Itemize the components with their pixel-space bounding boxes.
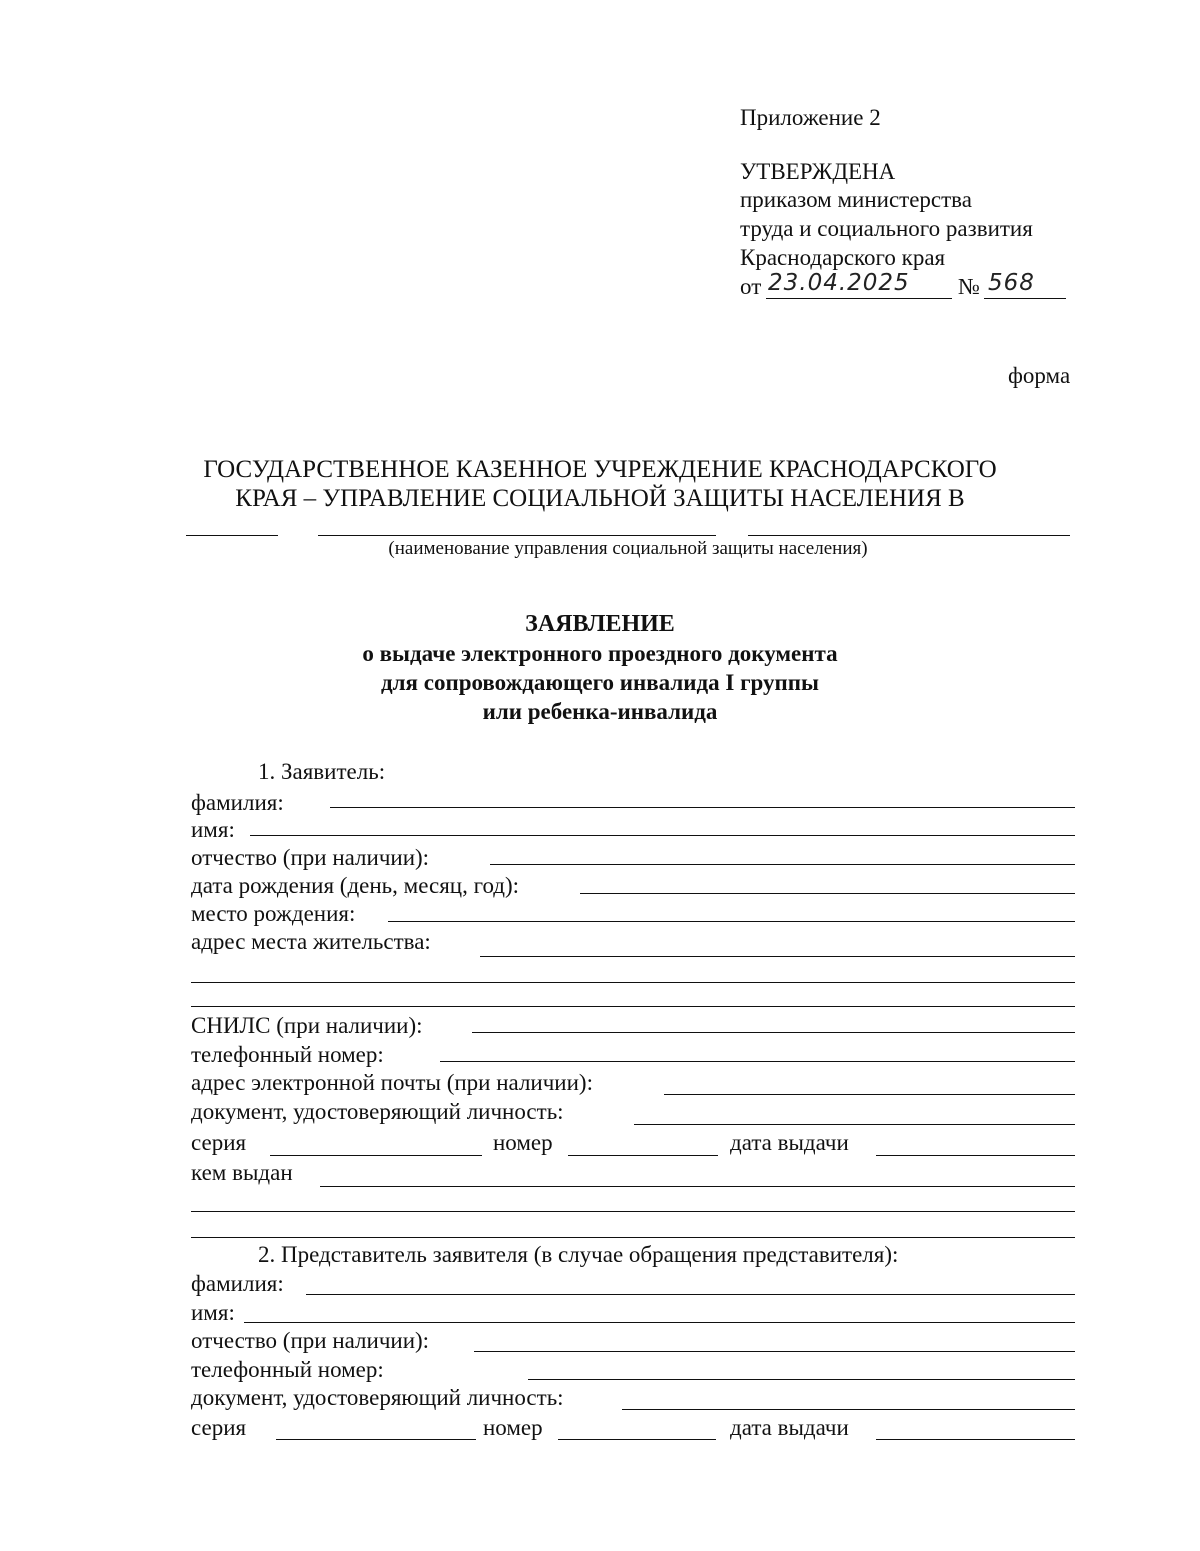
document-subtitle-2: для сопровождающего инвалида I группы [381,670,819,695]
approval-line-1: приказом министерства [740,187,972,212]
representative-name-label: имя: [191,1300,235,1325]
section-1-heading: 1. Заявитель: [258,759,386,784]
applicant-email-field[interactable] [664,1094,1075,1095]
representative-issue-date-field[interactable] [876,1439,1075,1440]
applicant-address-field-line-3[interactable] [191,1006,1075,1007]
applicant-patronymic-label: отчество (при наличии): [191,845,430,870]
representative-series-label: серия [191,1415,247,1440]
date-underline [766,298,952,299]
institution-line-1: ГОСУДАРСТВЕННОЕ КАЗЕННОЕ УЧРЕЖДЕНИЕ КРАСНОДАРСКОГО [203,456,997,483]
applicant-snils-field[interactable] [472,1032,1075,1033]
applicant-birth-place-label: место рождения: [191,901,356,926]
representative-surname-label: фамилия: [191,1271,284,1296]
approval-line-3: Краснодарского края [740,245,946,270]
applicant-patronymic-field[interactable] [490,864,1075,865]
applicant-birth-place-field[interactable] [388,921,1075,922]
date-prefix: от [740,274,762,299]
applicant-email-label: адрес электронной почты (при наличии): [191,1070,593,1095]
applicant-birth-date-field[interactable] [580,893,1075,894]
applicant-address-label: адрес места жительства: [191,929,431,954]
representative-issue-date-label: дата выдачи [730,1415,849,1440]
applicant-birth-date-label: дата рождения (день, месяц, год): [191,873,520,898]
document-subtitle-1: о выдаче электронного проездного документа [362,641,838,666]
applicant-surname-field[interactable] [330,807,1075,808]
representative-series-field[interactable] [276,1439,476,1440]
handwritten-date: 23.04.2025 [768,270,910,296]
applicant-series-field[interactable] [270,1155,482,1156]
applicant-address-field[interactable] [480,956,1075,957]
representative-patronymic-field[interactable] [474,1351,1075,1352]
representative-number-label: номер [483,1415,543,1440]
applicant-id-doc-label: документ, удостоверяющий личность: [191,1099,564,1124]
representative-patronymic-label: отчество (при наличии): [191,1328,430,1353]
institution-blank-2 [318,535,716,536]
applicant-name-field[interactable] [250,835,1075,836]
document-subtitle-3: или ребенка-инвалида [482,699,718,724]
applicant-number-label: номер [493,1130,553,1155]
institution-line-2: КРАЯ – УПРАВЛЕНИЕ СОЦИАЛЬНОЙ ЗАЩИТЫ НАСЕЛЕНИЯ В [235,485,965,512]
applicant-issue-date-label: дата выдачи [730,1130,849,1155]
applicant-issued-by-field[interactable] [320,1186,1075,1187]
appendix-label: Приложение 2 [740,105,881,130]
representative-name-field[interactable] [244,1322,1075,1323]
applicant-surname-label: фамилия: [191,790,284,815]
number-prefix: № [958,274,980,299]
approval-line-2: труда и социального развития [740,216,1033,241]
applicant-issued-by-label: кем выдан [191,1160,293,1185]
representative-id-doc-field[interactable] [622,1409,1075,1410]
applicant-issued-by-field-line-3[interactable] [191,1237,1075,1238]
applicant-snils-label: СНИЛС (при наличии): [191,1013,423,1038]
applicant-address-field-line-2[interactable] [191,982,1075,983]
representative-phone-field[interactable] [528,1379,1075,1380]
representative-phone-label: телефонный номер: [191,1357,384,1382]
applicant-number-field[interactable] [568,1155,718,1156]
document-title: ЗАЯВЛЕНИЕ [525,611,675,637]
applicant-series-label: серия [191,1130,247,1155]
institution-blank-1 [186,535,278,536]
approved-label: УТВЕРЖДЕНА [740,159,896,184]
applicant-name-label: имя: [191,817,235,842]
section-2-heading: 2. Представитель заявителя (в случае обращения представителя): [258,1242,899,1267]
institution-blank-3 [748,535,1070,536]
representative-number-field[interactable] [558,1439,716,1440]
representative-surname-field[interactable] [306,1294,1075,1295]
number-underline [984,298,1066,299]
representative-id-doc-label: документ, удостоверяющий личность: [191,1385,564,1410]
applicant-phone-field[interactable] [440,1061,1075,1062]
form-label: форма [1008,363,1071,388]
institution-caption: (наименование управления социальной защиты населения) [388,538,868,559]
applicant-issued-by-field-line-2[interactable] [191,1211,1075,1212]
handwritten-number: 568 [988,270,1035,296]
applicant-phone-label: телефонный номер: [191,1042,384,1067]
applicant-id-doc-field[interactable] [634,1124,1075,1125]
applicant-issue-date-field[interactable] [876,1155,1075,1156]
